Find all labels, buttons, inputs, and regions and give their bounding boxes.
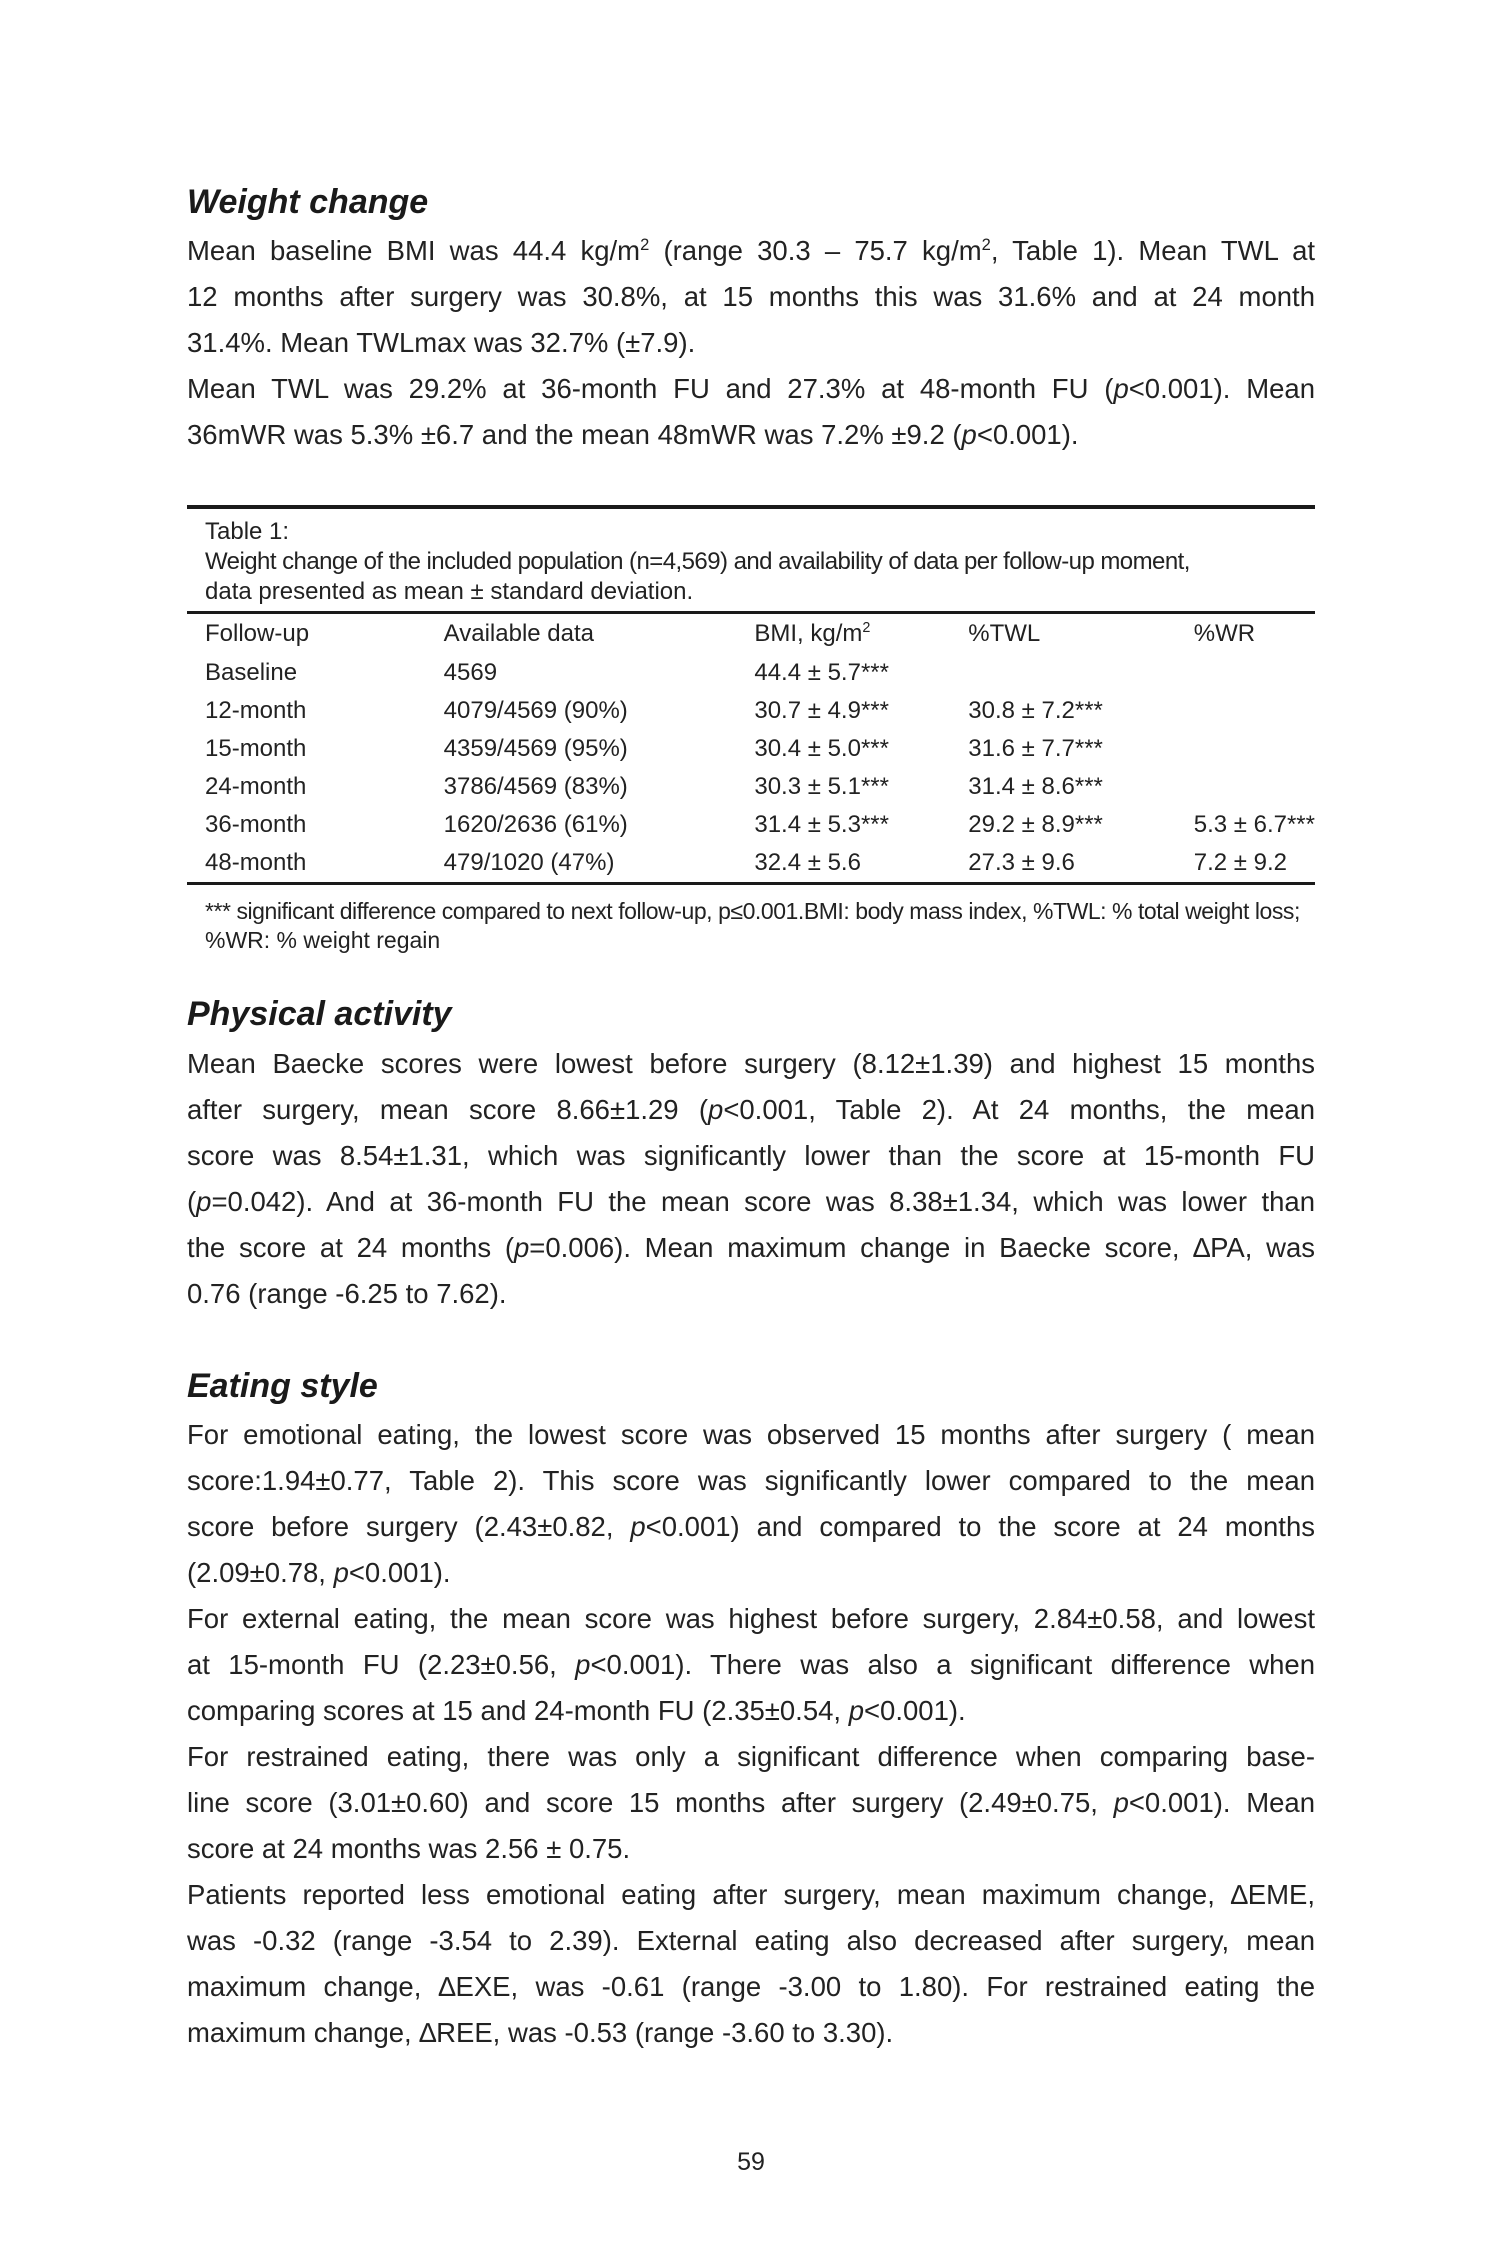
table-1 (187, 505, 1315, 955)
cell-twl: 31.4 ± 8.6*** (968, 773, 1103, 800)
cell-bmi: 30.3 ± 5.1*** (754, 773, 889, 800)
cell-twl: 30.8 ± 7.2*** (968, 697, 1103, 724)
eating-line-10: score at 24 months was 2.56 ± 0.75. (187, 1833, 631, 1864)
cell-twl: 27.3 ± 9.6 (968, 849, 1075, 876)
table-caption (187, 509, 1315, 611)
eating-line-14: maximum change, ∆REE, was -0.53 (range -3.60 to 3.30). (187, 2017, 894, 2048)
table-row (187, 654, 1315, 692)
physical-line-1: Mean Baecke scores were lowest before surgery (8.12±1.39) and highest 15 months (187, 1048, 1315, 1079)
cell-wr (1176, 654, 1315, 692)
document-page (187, 0, 1315, 2250)
section-heading-eating-style: Eating style (187, 1367, 378, 1405)
cell-available-data: 4569 (443, 659, 498, 686)
physical-activity-paragraph (187, 1041, 1315, 1317)
cell-bmi: 32.4 ± 5.6 (754, 849, 861, 876)
table-row (187, 844, 1315, 882)
table-row (187, 768, 1315, 806)
eating-line-13: maximum change, ∆EXE, was -0.61 (range -3.00 to 1.80). For restrained eating the (187, 1971, 1315, 2002)
cell-bmi: 44.4 ± 5.7*** (754, 659, 889, 686)
weight-line-5: 36mWR was 5.3% ±6.7 and the mean 48mWR was 7.2% ±9.2 (p<0.001). (187, 419, 1079, 450)
cell-bmi: 30.4 ± 5.0*** (754, 735, 889, 762)
table-row (187, 692, 1315, 730)
table-caption-line-1: Weight change of the included population (n=4,569) and availability of data per follow-up moment, (205, 548, 1190, 575)
eating-line-3: score before surgery (2.43±0.82, p<0.001) and compared to the score at 24 months (187, 1511, 1315, 1542)
physical-line-6: 0.76 (range -6.25 to 7.62). (187, 1278, 507, 1309)
cell-wr (1176, 768, 1315, 806)
eating-line-9: line score (3.01±0.60) and score 15 months after surgery (2.49±0.75, p<0.001). Mean (187, 1787, 1315, 1818)
weight-line-2: 12 months after surgery was 30.8%, at 15 months this was 31.6% and at 24 month (187, 281, 1315, 312)
weight-line-3: 31.4%. Mean TWLmax was 32.7% (±7.9). (187, 327, 696, 358)
cell-twl (950, 654, 1175, 692)
table-footnote (187, 885, 1315, 955)
header-wr: %WR (1193, 620, 1256, 647)
cell-follow-up: 36-month (205, 811, 307, 838)
cell-follow-up: Baseline (205, 659, 298, 686)
page-number: 59 (737, 2148, 765, 2176)
cell-wr (1176, 692, 1315, 730)
physical-line-3: score was 8.54±1.31, which was significantly lower than the score at 15-month FU (187, 1140, 1315, 1171)
header-twl: %TWL (968, 620, 1041, 647)
eating-line-5: For external eating, the mean score was highest before surgery, 2.84±0.58, and lowest (187, 1603, 1315, 1634)
physical-line-4: (p=0.042). And at 36-month FU the mean score was 8.38±1.34, which was lower than (187, 1186, 1315, 1217)
section-heading-physical-activity: Physical activity (187, 995, 452, 1033)
cell-bmi: 31.4 ± 5.3*** (754, 811, 889, 838)
cell-twl: 31.6 ± 7.7*** (968, 735, 1103, 762)
cell-follow-up: 48-month (205, 849, 307, 876)
cell-follow-up: 12-month (205, 697, 307, 724)
cell-available-data: 3786/4569 (83%) (443, 773, 628, 800)
cell-available-data: 479/1020 (47%) (443, 849, 615, 876)
table-footnote-line-2: %WR: % weight regain (205, 927, 441, 953)
weight-change-table (187, 614, 1315, 882)
physical-line-5: the score at 24 months (p=0.006). Mean maximum change in Baecke score, ∆PA, was (187, 1232, 1315, 1263)
cell-bmi: 30.7 ± 4.9*** (754, 697, 889, 724)
weight-line-4: Mean TWL was 29.2% at 36-month FU and 27.3% at 48-month FU (p<0.001). Mean (187, 373, 1316, 404)
table-header-row (187, 614, 1315, 654)
table-footnote-line-1: *** significant difference compared to next follow-up, p≤0.001.BMI: body mass index, %TWL: % total weight loss; (205, 898, 1300, 924)
eating-line-12: was -0.32 (range -3.54 to 2.39). External eating also decreased after surgery, mean (187, 1925, 1315, 1956)
header-follow-up: Follow-up (205, 620, 310, 647)
eating-line-8: For restrained eating, there was only a significant difference when comparing base- (187, 1741, 1315, 1772)
eating-line-7: comparing scores at 15 and 24-month FU (2.35±0.54, p<0.001). (187, 1695, 966, 1726)
cell-follow-up: 15-month (205, 735, 307, 762)
header-bmi: BMI, $kg/m^2$ (754, 620, 871, 647)
cell-twl: 29.2 ± 8.9*** (968, 811, 1103, 838)
eating-line-2: score:1.94±0.77, Table 2). This score was significantly lower compared to the mean (187, 1465, 1315, 1496)
table-row (187, 730, 1315, 768)
eating-line-4: (2.09±0.78, p<0.001). (187, 1557, 451, 1588)
cell-wr: 5.3 ± 6.7*** (1193, 811, 1315, 838)
cell-wr (1176, 730, 1315, 768)
cell-follow-up: 24-month (205, 773, 307, 800)
eating-line-6: at 15-month FU (2.23±0.56, p<0.001). There was also a significant difference when (187, 1649, 1315, 1680)
table-label: Table 1: (205, 518, 290, 545)
eating-line-11: Patients reported less emotional eating after surgery, mean maximum change, ∆EME, (187, 1879, 1315, 1910)
cell-available-data: 4359/4569 (95%) (443, 735, 628, 762)
weight-line-1: Mean baseline BMI was 44.4 $kg/m^2$ (range 30.3 – 75.7 $kg/m^2$, Table 1). Mean TWL at (187, 235, 1315, 266)
header-available-data: Available data (443, 620, 594, 647)
cell-wr: 7.2 ± 9.2 (1193, 849, 1287, 876)
table-caption-line-2: data presented as mean ± standard deviation. (205, 578, 694, 605)
cell-available-data: 1620/2636 (61%) (443, 811, 628, 838)
table-row (187, 806, 1315, 844)
weight-change-paragraph (187, 228, 1315, 458)
cell-available-data: 4079/4569 (90%) (443, 697, 628, 724)
physical-line-2: after surgery, mean score 8.66±1.29 (p<0.001, Table 2). At 24 months, the mean (187, 1094, 1315, 1125)
section-heading-weight-change: Weight change (187, 183, 429, 221)
eating-style-paragraph (187, 1412, 1315, 2056)
eating-line-1: For emotional eating, the lowest score was observed 15 months after surgery ( mean (187, 1419, 1315, 1450)
